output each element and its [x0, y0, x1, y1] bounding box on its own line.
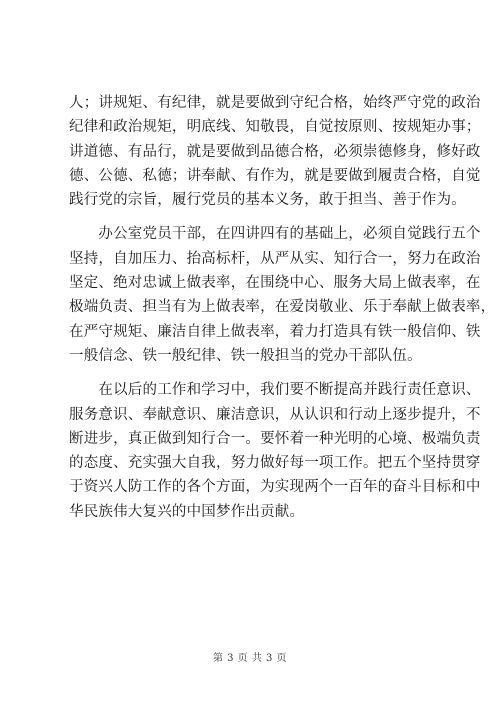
text-line: 讲道德、有品行，就是要做到品德合格，必须崇德修身，修好政 [69, 143, 481, 160]
text-line: 在严守规矩、廉洁自律上做表率，着力打造具有铁一般信仰、铁 [69, 323, 481, 340]
text-line: 的态度、充实强大自我，努力做好每一项工作。把五个坚持贯穿 [69, 455, 481, 472]
paragraph-3 [69, 378, 481, 524]
text-line: 践行党的宗旨，履行党员的基本义务，敢于担当、善于作为。 [69, 192, 466, 209]
text-line: 服务意识、奉献意识、廉洁意识，从认识和行动上逐步提升，不 [69, 406, 481, 423]
text-line: 纪律和政治规矩，明底线、知敬畏，自觉按原则、按规矩办事； [69, 119, 481, 136]
text-line: 极端负责、担当有为上做表率，在爱岗敬业、乐于奉献上做表率， [69, 299, 496, 316]
paragraph-1 [69, 91, 481, 212]
page-number-footer: 第 3 页 共 3 页 [212, 653, 288, 664]
text-line: 坚定、绝对忠诚上做表率，在围绕中心、服务大局上做表率，在 [69, 275, 481, 292]
text-line: 一般信念、铁一般纪律、铁一般担当的党办干部队伍。 [69, 347, 422, 364]
text-line: 断进步，真正做到知行合一。要怀着一种光明的心境、极端负责 [69, 430, 481, 447]
text-line: 办公室党员干部，在四讲四有的基础上，必须自觉践行五个 [69, 226, 481, 243]
text-line: 德、公德、私德；讲奉献、有作为，就是要做到履责合格，自觉 [69, 167, 481, 184]
paragraph-spacer [69, 212, 431, 222]
text-line: 华民族伟大复兴的中国梦作出贡献。 [69, 503, 305, 520]
text-line: 于资兴人防工作的各个方面，为实现两个一百年的奋斗目标和中 [69, 479, 481, 496]
text-line: 坚持，自加压力、抬高标杆，从严从实、知行合一，努力在政治 [69, 250, 481, 267]
paragraph-2 [69, 222, 496, 368]
text-line: 人；讲规矩、有纪律，就是要做到守纪合格，始终严守党的政治 [69, 95, 481, 111]
document-body [69, 91, 496, 524]
text-line: 在以后的工作和学习中，我们要不断提高并践行责任意识、 [69, 382, 481, 399]
paragraph-spacer [69, 368, 431, 378]
